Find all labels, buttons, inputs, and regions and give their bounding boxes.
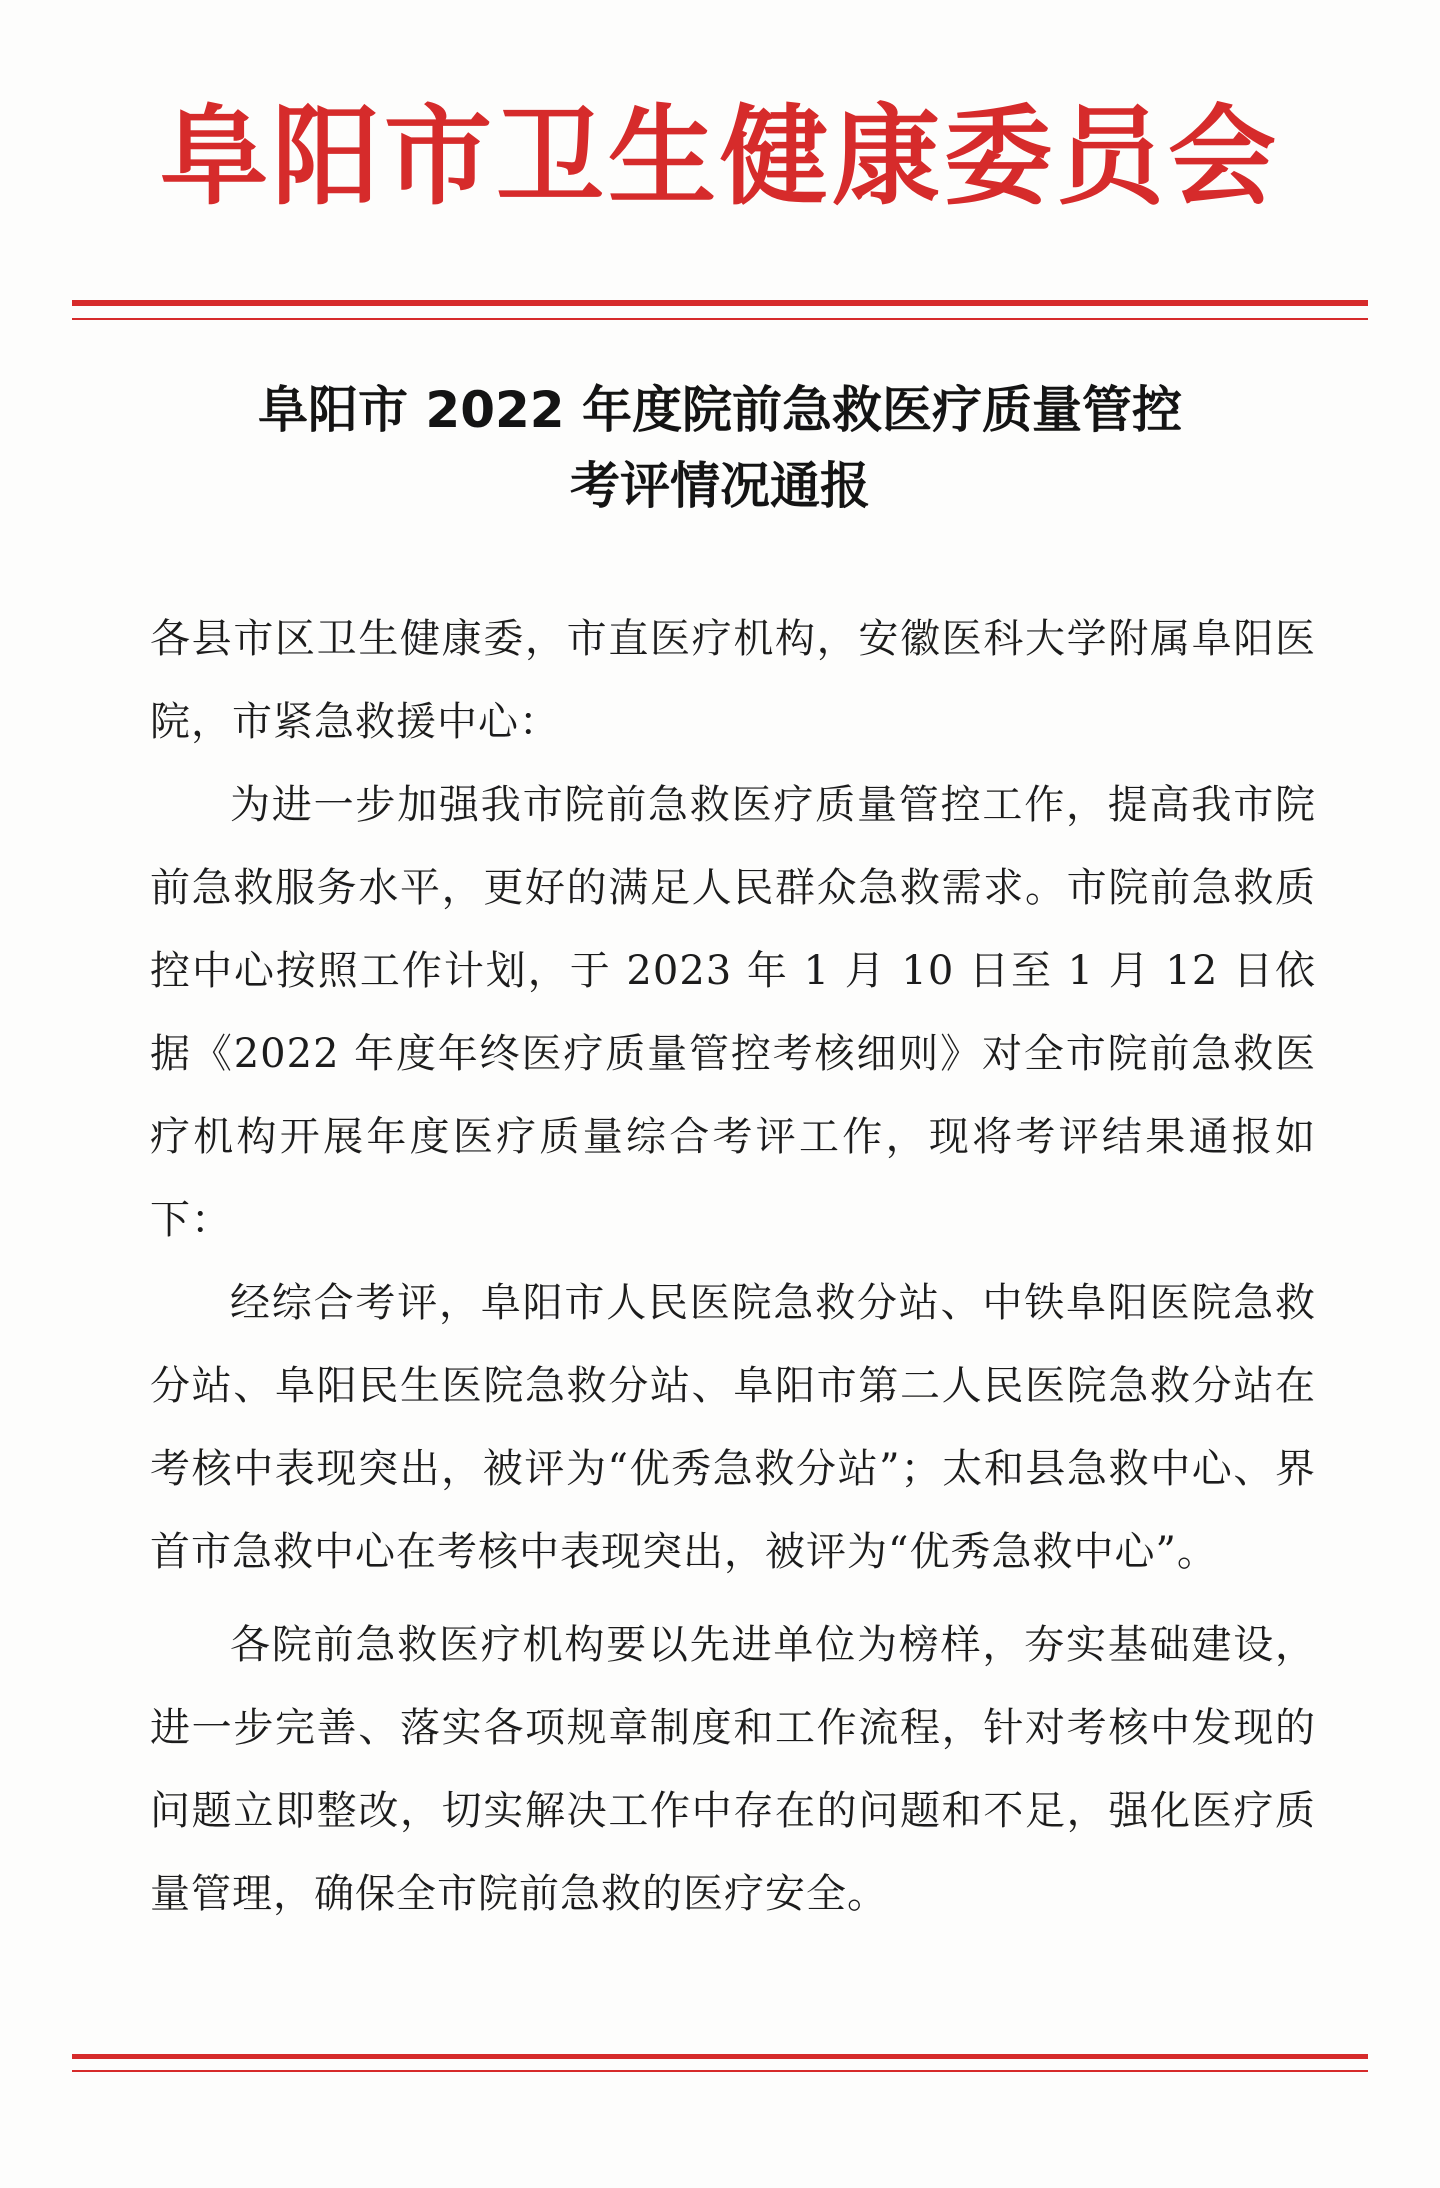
- body-paragraph-3: 各院前急救医疗机构要以先进单位为榜样，夯实基础建设，进一步完善、落实各项规章制度和工作流程，针对考核中发现的问题立即整改，切实解决工作中存在的问题和不足，强化医疗质量管理，确保全市院前急救的医疗安全。: [150, 1622, 1316, 1917]
- document-body: [150, 598, 1316, 1936]
- salutation: 各县市区卫生健康委，市直医疗机构，安徽医科大学附属阜阳医院，市紧急救援中心：: [150, 616, 1316, 745]
- document-title: [0, 372, 1440, 524]
- header-thin-rule: [72, 318, 1368, 320]
- body-paragraph-2: 经综合考评，阜阳市人民医院急救分站、中铁阜阳医院急救分站、阜阳民生医院急救分站、阜阳市第二人民医院急救分站在考核中表现突出，被评为“优秀急救分站”；太和县急救中心、界首市急救中心在考核中表现突出，被评为“优秀急救中心”。: [150, 1280, 1316, 1575]
- footer-thick-rule: [72, 2054, 1368, 2059]
- body-paragraph-1: 为进一步加强我市院前急救医疗质量管控工作，提高我市院前急救服务水平，更好的满足人民群众急救需求。市院前急救质控中心按照工作计划，于 2023 年 1 月 10 日至 1 月 12 日依据《2022 年度年终医疗质量管控考核细则》对全市院前急救医疗机构开展年度医疗质量综合考评工作，现将考评结果通报如下：: [150, 782, 1316, 1243]
- document-title-line-1: 阜阳市 2022 年度院前急救医疗质量管控: [258, 381, 1182, 439]
- document-title-line-2: 考评情况通报: [570, 457, 870, 515]
- masthead-org-name: 阜阳市卫生健康委员会: [159, 95, 1280, 220]
- footer-thin-rule: [72, 2070, 1368, 2072]
- header-thick-rule: [72, 300, 1368, 306]
